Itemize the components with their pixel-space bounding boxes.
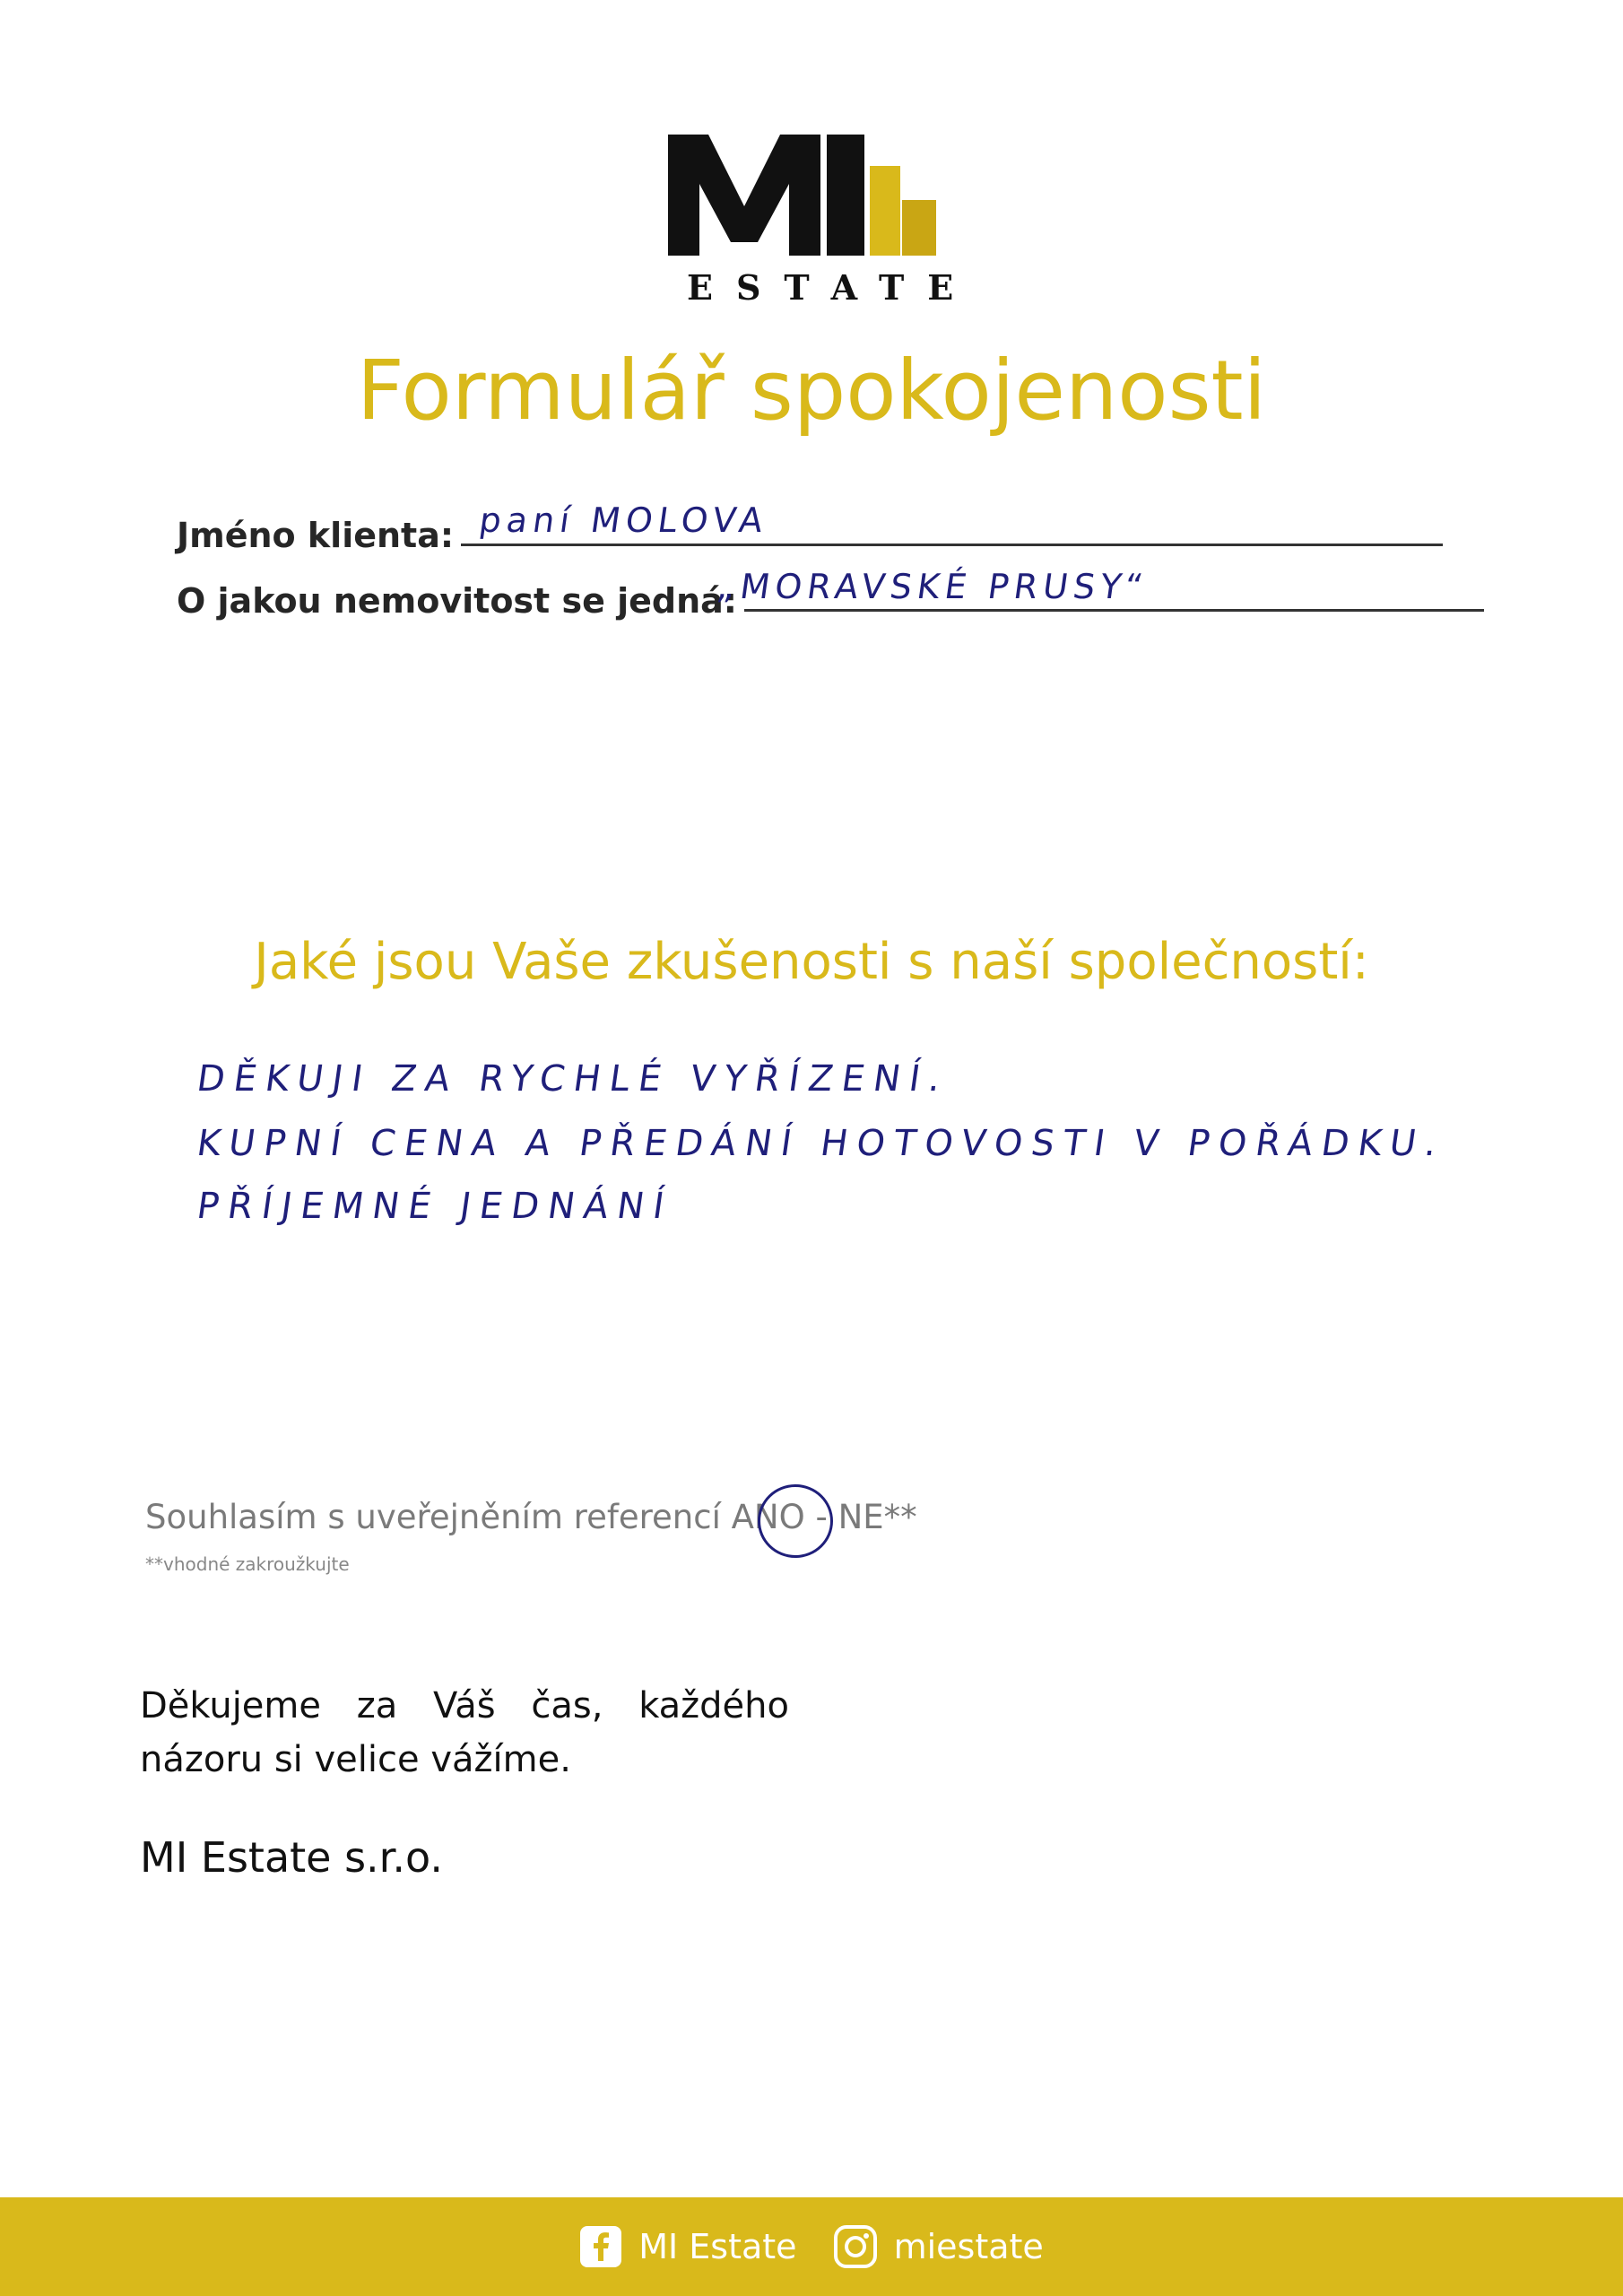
- consent-selection-circle: [758, 1484, 833, 1558]
- instagram-label: miestate: [893, 2227, 1044, 2266]
- answer-line-2: KUPNÍ CENA A PŘEDÁNÍ HOTOVOSTI V POŘÁDKU.: [194, 1123, 1449, 1164]
- thank-you-text: Děkujeme za Váš čas, každého názoru si velice vážíme.: [140, 1685, 789, 1780]
- client-name-line: [461, 544, 1443, 546]
- facebook-label: MI Estate: [638, 2227, 797, 2266]
- consent-note: **vhodné zakroužkujte: [145, 1553, 350, 1575]
- mi-logo-mark: [664, 130, 942, 265]
- client-name-label: Jméno klienta:: [177, 516, 455, 555]
- facebook-icon: [579, 2225, 622, 2268]
- instagram-link[interactable]: [833, 2224, 1044, 2269]
- property-label: O jakou nemovitost se jedná:: [177, 581, 737, 621]
- experience-question: Jaké jsou Vaše zkušenosti s naší společností:: [254, 933, 1369, 991]
- instagram-icon: [833, 2224, 878, 2269]
- footer-bar: [0, 2197, 1623, 2296]
- answer-line-1: DĚKUJI ZA RYCHLÉ VYŘÍZENÍ.: [194, 1058, 952, 1100]
- property-line: [744, 609, 1484, 612]
- answer-line-3: PŘÍJEMNÉ JEDNÁNÍ: [194, 1186, 676, 1227]
- company-name: MI Estate s.r.o.: [140, 1833, 443, 1882]
- consent-text: Souhlasím s uveřejněním referencí ANO - NE**: [145, 1498, 917, 1536]
- client-name-value: paní MOLOVA: [476, 500, 771, 540]
- client-name-field: [177, 516, 1443, 555]
- property-value: „MORAVSKÉ PRUSY“: [714, 567, 1151, 606]
- logo-subtitle: ESTATE: [687, 267, 977, 308]
- facebook-link[interactable]: [579, 2225, 796, 2268]
- page-title: Formulář spokojenosti: [356, 343, 1267, 439]
